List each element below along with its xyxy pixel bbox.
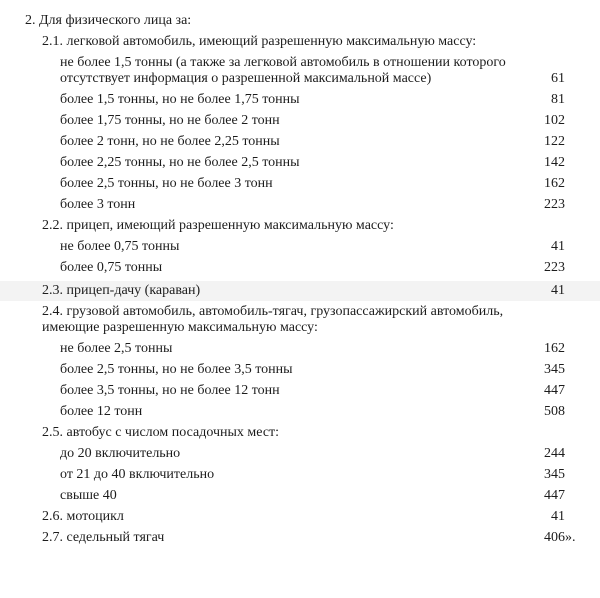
row-value: 223 bbox=[544, 260, 565, 275]
table-row bbox=[0, 362, 600, 378]
fee-table bbox=[0, 13, 600, 546]
row-label: не более 2,5 тонны bbox=[60, 341, 173, 356]
row-value-number: 406 bbox=[544, 530, 565, 545]
row-label: от 21 до 40 включительно bbox=[60, 467, 215, 482]
row-label: до 20 включительно bbox=[60, 446, 181, 461]
row-value: 41 bbox=[551, 509, 565, 524]
table-row bbox=[0, 425, 600, 441]
table-row bbox=[0, 446, 600, 462]
row-label: не более 0,75 тонны bbox=[60, 239, 180, 254]
table-row bbox=[0, 218, 600, 234]
row-value: 447 bbox=[544, 488, 565, 503]
row-label: более 2,25 тонны, но не более 2,5 тонны bbox=[60, 155, 300, 170]
row-value: 41 bbox=[551, 283, 565, 298]
table-row bbox=[0, 509, 600, 525]
row-value: 223 bbox=[544, 197, 565, 212]
row-label: 2. Для физического лица за: bbox=[25, 13, 192, 28]
row-label: более 3,5 тонны, но не более 12 тонн bbox=[60, 383, 280, 398]
table-row bbox=[0, 176, 600, 192]
row-label: более 1,75 тонны, но не более 2 тонн bbox=[60, 113, 280, 128]
table-row bbox=[0, 92, 600, 108]
row-label: 2.6. мотоцикл bbox=[42, 509, 124, 524]
table-row bbox=[0, 13, 600, 29]
table-row bbox=[0, 304, 600, 336]
row-label: более 2 тонн, но не более 2,25 тонны bbox=[60, 134, 280, 149]
row-value: 244 bbox=[544, 446, 565, 461]
row-value: 508 bbox=[544, 404, 565, 419]
row-label: 2.1. легковой автомобиль, имеющий разрешенную максимальную массу: bbox=[42, 34, 477, 49]
row-value: 102 bbox=[544, 113, 565, 128]
table-row bbox=[0, 260, 600, 276]
row-label: 2.5. автобус с числом посадочных мест: bbox=[42, 425, 280, 440]
table-row bbox=[0, 197, 600, 213]
row-label: более 3 тонн bbox=[60, 197, 136, 212]
row-label: 2.3. прицеп-дачу (караван) bbox=[42, 283, 201, 298]
row-label: свыше 40 bbox=[60, 488, 117, 503]
closing-quote-suffix: ». bbox=[565, 530, 576, 545]
row-label: более 0,75 тонны bbox=[60, 260, 163, 275]
table-row bbox=[0, 134, 600, 150]
row-label: более 2,5 тонны, но не более 3 тонн bbox=[60, 176, 273, 191]
table-row bbox=[0, 239, 600, 255]
row-label: 2.4. грузовой автомобиль, автомобиль-тягач, грузопассажирский автомобиль, имеющие разрешенную максимальную массу: bbox=[42, 304, 504, 335]
table-row bbox=[0, 341, 600, 357]
row-value: 122 bbox=[544, 134, 565, 149]
table-row bbox=[0, 55, 600, 87]
row-value: 345 bbox=[544, 467, 565, 482]
row-value: 447 bbox=[544, 383, 565, 398]
row-value: 162 bbox=[544, 176, 565, 191]
row-value: 61 bbox=[551, 71, 565, 86]
table-row-highlighted bbox=[0, 281, 600, 301]
row-value: 162 bbox=[544, 341, 565, 356]
table-row bbox=[0, 383, 600, 399]
table-row bbox=[0, 155, 600, 171]
row-value: 41 bbox=[551, 239, 565, 254]
table-row bbox=[0, 34, 600, 50]
table-row bbox=[0, 488, 600, 504]
row-label: 2.7. седельный тягач bbox=[42, 530, 165, 545]
table-row bbox=[0, 467, 600, 483]
table-row bbox=[0, 404, 600, 420]
row-label: 2.2. прицеп, имеющий разрешенную максимальную массу: bbox=[42, 218, 394, 233]
row-value: 345 bbox=[544, 362, 565, 377]
table-row bbox=[0, 530, 600, 546]
row-label: более 12 тонн bbox=[60, 404, 143, 419]
table-row bbox=[0, 113, 600, 129]
row-label: более 2,5 тонны, но не более 3,5 тонны bbox=[60, 362, 293, 377]
row-value: 142 bbox=[544, 155, 565, 170]
row-value bbox=[532, 530, 576, 546]
row-value: 81 bbox=[551, 92, 565, 107]
row-label: не более 1,5 тонны (а также за легковой автомобиль в отношении которого отсутствует информация о разрешенной максимальной массе) bbox=[60, 55, 506, 86]
row-label: более 1,5 тонны, но не более 1,75 тонны bbox=[60, 92, 300, 107]
